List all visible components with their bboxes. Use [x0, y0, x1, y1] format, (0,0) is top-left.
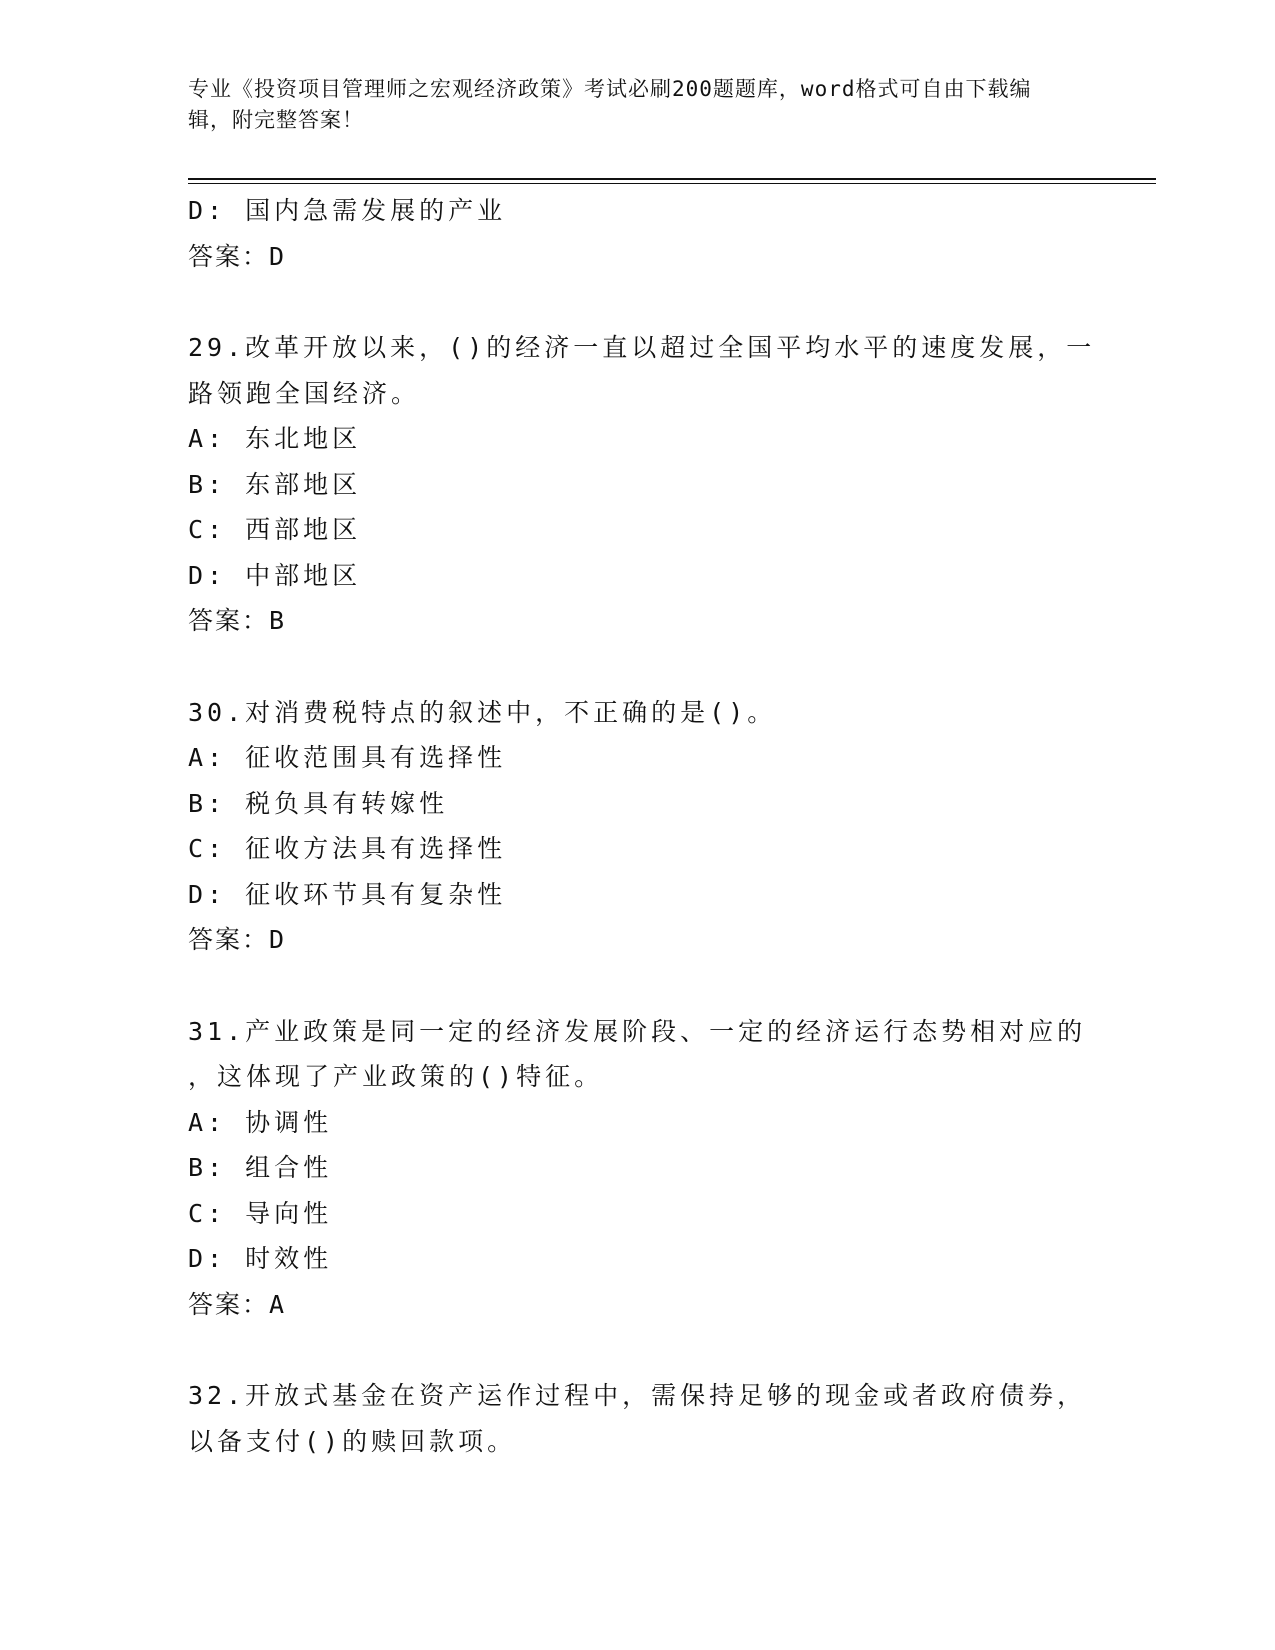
question-31-line-2: ，这体现了产业政策的()特征。: [188, 1062, 604, 1091]
question-30-option-c: C: 征收方法具有选择性: [188, 834, 507, 863]
question-30: [188, 690, 1088, 963]
spacer: [188, 279, 1088, 325]
question-31-answer: 答案：A: [188, 1289, 287, 1319]
question-31-option-c: C: 导向性: [188, 1198, 333, 1228]
question-30-option-d: D: 征收环节具有复杂性: [188, 879, 507, 909]
question-32-line-2: 以备支付()的赎回款项。: [188, 1426, 517, 1456]
spacer: [188, 963, 1088, 1009]
question-30-option-b: B: 税负具有转嫁性: [188, 788, 449, 818]
header-rule-thick: [188, 178, 1156, 180]
question-31: [188, 1009, 1088, 1328]
document-content: [188, 188, 1096, 1464]
question-31-option-d: D: 时效性: [188, 1244, 333, 1273]
question-31-option-a: A: 协调性: [188, 1107, 333, 1137]
question-31-option-b: B: 组合性: [188, 1153, 333, 1182]
question-32-line-1: 32.开放式基金在资产运作过程中，需保持足够的现金或者政府债券，: [188, 1381, 1087, 1410]
spacer: [188, 644, 1088, 690]
question-32: [188, 1373, 1088, 1464]
header-rule-thin: [188, 183, 1156, 184]
question-29: [188, 325, 1096, 644]
question-30-option-a: A: 征收范围具有选择性: [188, 743, 507, 772]
question-31-line-1: 31.产业政策是同一定的经济发展阶段、一定的经济运行态势相对应的: [188, 1016, 1087, 1046]
document-header: 专业《投资项目管理师之宏观经济政策》考试必刷200题题库，word格式可自由下载编辑，附完整答案！: [188, 77, 1032, 132]
question-29-option-d: D: 中部地区: [188, 560, 362, 590]
prev-option-d: D: 国内急需发展的产业: [188, 196, 507, 225]
question-29-line-2: 路领跑全国经济。: [188, 378, 421, 408]
spacer: [188, 1327, 1088, 1373]
prev-answer: 答案：D: [188, 241, 287, 271]
question-29-line-1: 29.改革开放以来，()的经济一直以超过全国平均水平的速度发展，一: [188, 333, 1096, 362]
question-29-option-a: A: 东北地区: [188, 424, 362, 453]
question-29-option-c: C: 西部地区: [188, 515, 362, 544]
question-29-option-b: B: 东部地区: [188, 469, 362, 499]
question-30-line-1: 30.对消费税特点的叙述中，不正确的是()。: [188, 697, 777, 727]
question-30-answer: 答案：D: [188, 925, 287, 954]
question-29-answer: 答案：B: [188, 606, 287, 635]
